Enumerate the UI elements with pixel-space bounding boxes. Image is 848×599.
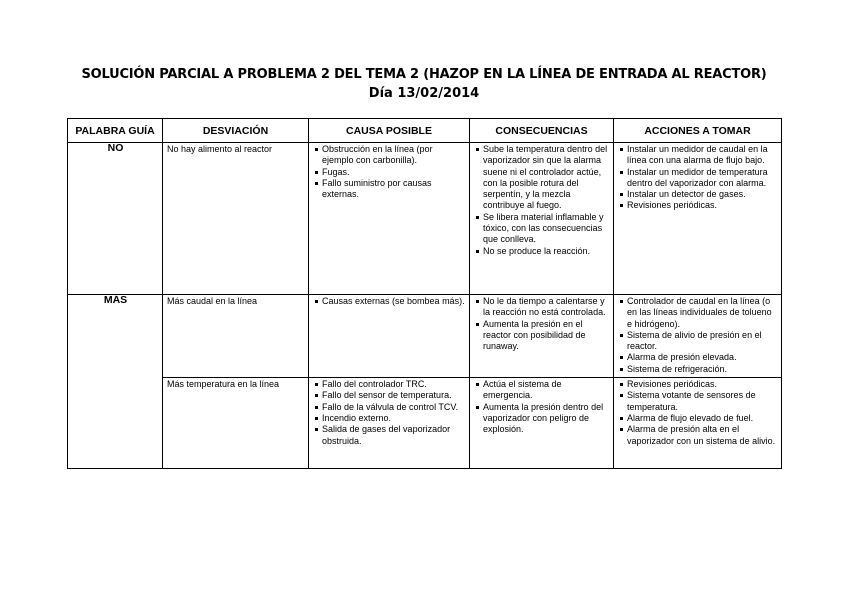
header-consecuencias: CONSECUENCIAS — [470, 119, 614, 143]
list-item: Instalar un medidor de caudal en la línea con una alarma de flujo bajo. — [618, 144, 778, 167]
list-item: Alarma de presión alta en el vaporizador con un sistema de alivio. — [618, 424, 778, 447]
list-item: Aumenta la presión en el reactor con posibilidad de runaway. — [474, 319, 610, 353]
document-date: Día 13/02/2014 — [368, 86, 480, 101]
desviacion-cell: Más caudal en la línea — [163, 295, 309, 378]
table-row — [68, 143, 782, 295]
list-item: Instalar un medidor de temperatura dentro del vaporizador con alarma. — [618, 167, 778, 190]
consecuencias-cell — [470, 295, 614, 378]
list-item: Fugas. — [313, 167, 466, 178]
table-row — [68, 378, 782, 469]
list-item: Obstrucción en la línea (por ejemplo con carbonilla). — [313, 144, 466, 167]
list-item: Alarma de presión elevada. — [618, 352, 778, 363]
document-title: SOLUCIÓN PARCIAL A PROBLEMA 2 DEL TEMA 2 (HAZOP EN LA LÍNEA DE ENTRADA AL REACTOR) — [81, 67, 767, 82]
palabra-guia-cell: NO — [68, 143, 163, 295]
acciones-cell — [614, 378, 782, 469]
list-item: Fallo de la válvula de control TCV. — [313, 402, 466, 413]
header-causa-posible: CAUSA POSIBLE — [309, 119, 470, 143]
list-item: Salida de gases del vaporizador obstruida. — [313, 424, 466, 447]
table-row — [68, 295, 782, 378]
desviacion-cell: No hay alimento al reactor — [163, 143, 309, 295]
list-item: Fallo del sensor de temperatura. — [313, 390, 466, 401]
list-item: Se libera material inflamable y tóxico, con las consecuencias que conlleva. — [474, 212, 610, 246]
causa-cell — [309, 295, 470, 378]
list-item: Revisiones periódicas. — [618, 200, 778, 211]
table-header-row — [68, 119, 782, 143]
list-item: Aumenta la presión dentro del vaporizador con peligro de explosión. — [474, 402, 610, 436]
list-item: Alarma de flujo elevado de fuel. — [618, 413, 778, 424]
list-item: Sistema de alivio de presión en el reactor. — [618, 330, 778, 353]
list-item: Fallo del controlador TRC. — [313, 379, 466, 390]
list-item: Sube la temperatura dentro del vaporizador sin que la alarma suene ni el controlador actúe, con la posible rotura del serpentín, y la mezcla contribuye al fuego. — [474, 144, 610, 212]
list-item: No le da tiempo a calentarse y la reacción no está controlada. — [474, 296, 610, 319]
list-item: No se produce la reacción. — [474, 246, 610, 257]
list-item: Sistema votante de sensores de temperatura. — [618, 390, 778, 413]
list-item: Fallo suministro por causas externas. — [313, 178, 466, 201]
consecuencias-cell — [470, 378, 614, 469]
hazop-table — [67, 118, 782, 469]
list-item: Causas externas (se bombea más). — [313, 296, 466, 307]
acciones-cell — [614, 143, 782, 295]
causa-cell — [309, 378, 470, 469]
header-desviacion: DESVIACIÓN — [163, 119, 309, 143]
list-item: Revisiones periódicas. — [618, 379, 778, 390]
palabra-guia-cell: MÁS — [68, 295, 163, 469]
list-item: Incendio externo. — [313, 413, 466, 424]
header-acciones: ACCIONES A TOMAR — [614, 119, 782, 143]
causa-cell — [309, 143, 470, 295]
consecuencias-cell — [470, 143, 614, 295]
header-palabra-guia: PALABRA GUÍA — [68, 119, 163, 143]
desviacion-cell: Más temperatura en la línea — [163, 378, 309, 469]
list-item: Sistema de refrigeración. — [618, 364, 778, 375]
acciones-cell — [614, 295, 782, 378]
list-item: Controlador de caudal en la línea (o en las líneas individuales de tolueno e hidrógeno). — [618, 296, 778, 330]
list-item: Instalar un detector de gases. — [618, 189, 778, 200]
list-item: Actúa el sistema de emergencia. — [474, 379, 610, 402]
